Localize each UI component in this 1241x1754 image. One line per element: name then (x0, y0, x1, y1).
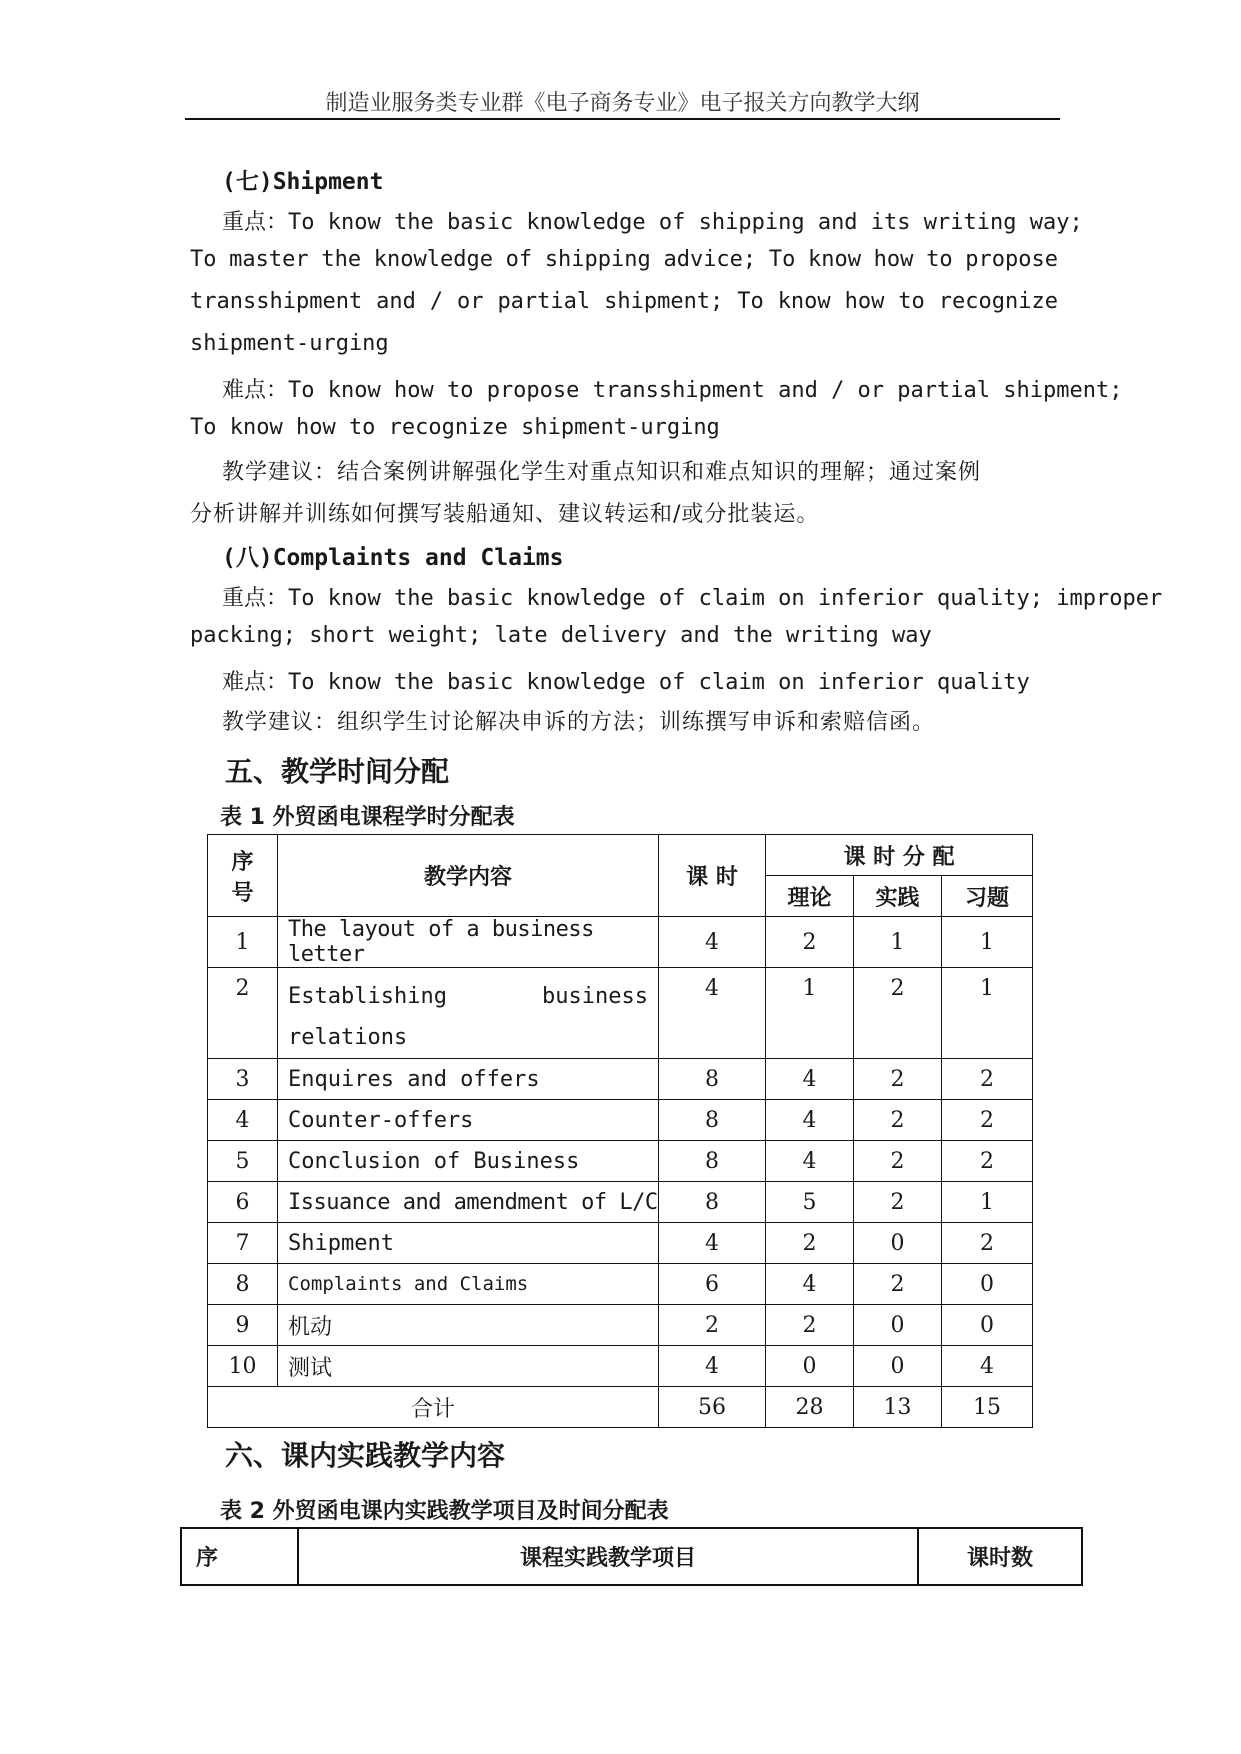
key-label: 重点： (222, 210, 289, 235)
cell-hours: 6 (659, 1264, 766, 1305)
section-7-advice-line-2: 分析讲解并训练如何撰写装船通知、建议转运和/或分批装运。 (190, 502, 820, 527)
difficult-label: 难点： (222, 378, 289, 403)
word: transshipment (190, 289, 363, 314)
table-1-head-exercise: 习题 (942, 876, 1033, 917)
cell-practice: 1 (854, 917, 942, 968)
cell-content: Issuance and amendment of L/C (278, 1182, 659, 1223)
key-text: To know the basic knowledge of shipping and its writing way; (288, 210, 1083, 235)
cell-no: 10 (208, 1346, 278, 1387)
table-2 (180, 1527, 1083, 1586)
cell-exercise: 0 (942, 1305, 1033, 1346)
cell-exercise: 1 (942, 1182, 1033, 1223)
cell-practice: 2 (854, 1141, 942, 1182)
word: To (737, 289, 764, 314)
word: shipping (544, 247, 651, 272)
word: how (844, 289, 885, 314)
table-2-caption: 表 2 外贸函电课内实践教学项目及时间分配表 (220, 1499, 669, 1524)
table-row (208, 1182, 1033, 1223)
cell-hours: 8 (659, 1059, 766, 1100)
section-7-difficult-line-1 (222, 373, 1122, 404)
table-1-head-alloc: 课 时 分 配 (766, 835, 1033, 876)
table-1-head-theory: 理论 (766, 876, 854, 917)
word: / (429, 289, 444, 314)
cell-content (278, 968, 659, 1059)
cell-theory: 2 (766, 917, 854, 968)
word: to (898, 289, 925, 314)
word: how (873, 247, 914, 272)
section-7-key-line-2 (190, 247, 1058, 272)
cell-content: Conclusion of Business (278, 1141, 659, 1182)
page-header-title: 制造业服务类专业群《电子商务专业》电子报关方向教学大纲 (325, 91, 920, 116)
table-row (208, 968, 1033, 1059)
section-7-key-line-4: shipment-urging (190, 331, 389, 356)
difficult-text: To know the basic knowledge of claim on inferior quality (288, 670, 1030, 695)
cell-practice: 0 (854, 1346, 942, 1387)
difficult-label: 难点： (222, 670, 289, 695)
cell-theory: 1 (766, 968, 854, 1059)
cell-practice: 2 (854, 968, 942, 1059)
heading-6: 六、课内实践教学内容 (225, 1439, 506, 1472)
content-line-1: Establishing business (288, 984, 648, 1009)
cell-hours: 8 (659, 1182, 766, 1223)
table-2-head-hours: 课时数 (918, 1528, 1082, 1585)
header-rule (185, 118, 1060, 120)
total-hours: 56 (659, 1387, 766, 1428)
table-row (208, 1100, 1033, 1141)
section-7-advice-line-1: 教学建议：结合案例讲解强化学生对重点知识和难点知识的理解；通过案例 (222, 460, 982, 485)
section-7-difficult-line-2: To know how to recognize shipment-urging (190, 415, 720, 440)
table-row (208, 1223, 1033, 1264)
cell-theory: 0 (766, 1346, 854, 1387)
heading-5: 五、教学时间分配 (225, 755, 450, 788)
cell-theory: 4 (766, 1100, 854, 1141)
table-1-caption: 表 1 外贸函电课程学时分配表 (220, 805, 515, 830)
cell-exercise: 1 (942, 917, 1033, 968)
total-practice: 13 (854, 1387, 942, 1428)
cell-theory: 4 (766, 1059, 854, 1100)
cell-hours: 4 (659, 1223, 766, 1264)
cell-practice: 2 (854, 1182, 942, 1223)
cell-content: Counter-offers (278, 1100, 659, 1141)
cell-exercise: 2 (942, 1059, 1033, 1100)
table-row (208, 1305, 1033, 1346)
cell-exercise: 2 (942, 1223, 1033, 1264)
total-exercise: 15 (942, 1387, 1033, 1428)
cell-hours: 4 (659, 968, 766, 1059)
cell-exercise: 1 (942, 968, 1033, 1059)
table-1-head-practice: 实践 (854, 876, 942, 917)
table-1-head-content: 教学内容 (278, 835, 659, 917)
section-7-key-line-1 (222, 205, 1083, 236)
cell-no: 6 (208, 1182, 278, 1223)
table-row (208, 917, 1033, 968)
cell-content: Enquires and offers (278, 1059, 659, 1100)
cell-exercise: 2 (942, 1100, 1033, 1141)
word: know (808, 247, 861, 272)
table-row (208, 1264, 1033, 1305)
cell-no: 1 (208, 917, 278, 968)
cell-content: Complaints and Claims (278, 1264, 659, 1305)
content-line-2: relations (288, 1025, 408, 1050)
section-8-difficult-line-1 (222, 665, 1030, 696)
word: to (926, 247, 953, 272)
word: knowledge (373, 247, 493, 272)
word: propose (965, 247, 1058, 272)
cell-exercise: 2 (942, 1141, 1033, 1182)
cell-hours: 8 (659, 1141, 766, 1182)
cell-hours: 8 (659, 1100, 766, 1141)
table-1 (207, 834, 1033, 1428)
word: or (457, 289, 484, 314)
cell-no: 2 (208, 968, 278, 1059)
section-7-title: (七)Shipment (222, 169, 384, 195)
table-total-row (208, 1387, 1033, 1428)
cell-practice: 2 (854, 1100, 942, 1141)
word: master (229, 247, 309, 272)
cell-exercise: 4 (942, 1346, 1033, 1387)
section-8-title: (八)Complaints and Claims (222, 545, 564, 571)
key-text: To know the basic knowledge of claim on inferior quality; improper (288, 586, 1163, 611)
key-label: 重点： (222, 586, 289, 611)
cell-content: 测试 (278, 1346, 659, 1387)
table-row (208, 1141, 1033, 1182)
section-7-key-line-3 (190, 289, 1058, 314)
section-8-key-line-1 (222, 581, 1162, 612)
cell-theory: 5 (766, 1182, 854, 1223)
cell-theory: 4 (766, 1264, 854, 1305)
word: To (768, 247, 796, 272)
cell-no: 8 (208, 1264, 278, 1305)
word: partial (497, 289, 591, 314)
cell-practice: 0 (854, 1223, 942, 1264)
table-2-head-item: 课程实践教学项目 (298, 1528, 918, 1585)
cell-theory: 2 (766, 1305, 854, 1346)
total-theory: 28 (766, 1387, 854, 1428)
cell-hours: 4 (659, 1346, 766, 1387)
word: of (505, 247, 533, 272)
section-8-advice-line-1: 教学建议：组织学生讨论解决申诉的方法；训练撰写申诉和索赔信函。 (222, 710, 936, 735)
word: To (190, 247, 217, 272)
section-8-key-line-2: packing; short weight; late delivery and the writing way (190, 623, 932, 648)
table-2-head-no: 序 (181, 1528, 298, 1585)
cell-content: 机动 (278, 1305, 659, 1346)
cell-no: 4 (208, 1100, 278, 1141)
cell-exercise: 0 (942, 1264, 1033, 1305)
cell-no: 7 (208, 1223, 278, 1264)
cell-practice: 2 (854, 1264, 942, 1305)
total-label: 合计 (208, 1387, 659, 1428)
word: recognize (938, 289, 1058, 314)
table-1-head-hours: 课 时 (659, 835, 766, 917)
word: advice; (663, 247, 757, 272)
word: and (376, 289, 416, 314)
cell-theory: 2 (766, 1223, 854, 1264)
cell-no: 5 (208, 1141, 278, 1182)
table-1-head-no: 序 号 (208, 835, 278, 917)
cell-practice: 0 (854, 1305, 942, 1346)
cell-practice: 2 (854, 1059, 942, 1100)
table-row (208, 1059, 1033, 1100)
word: shipment; (604, 289, 724, 314)
cell-content: The layout of a business letter (278, 917, 659, 968)
word: know (777, 289, 831, 314)
cell-no: 3 (208, 1059, 278, 1100)
table-row (208, 1346, 1033, 1387)
cell-theory: 4 (766, 1141, 854, 1182)
cell-no: 9 (208, 1305, 278, 1346)
cell-content: Shipment (278, 1223, 659, 1264)
cell-hours: 4 (659, 917, 766, 968)
word: the (321, 247, 362, 272)
cell-hours: 2 (659, 1305, 766, 1346)
difficult-text: To know how to propose transshipment and / or partial shipment; (288, 378, 1123, 403)
